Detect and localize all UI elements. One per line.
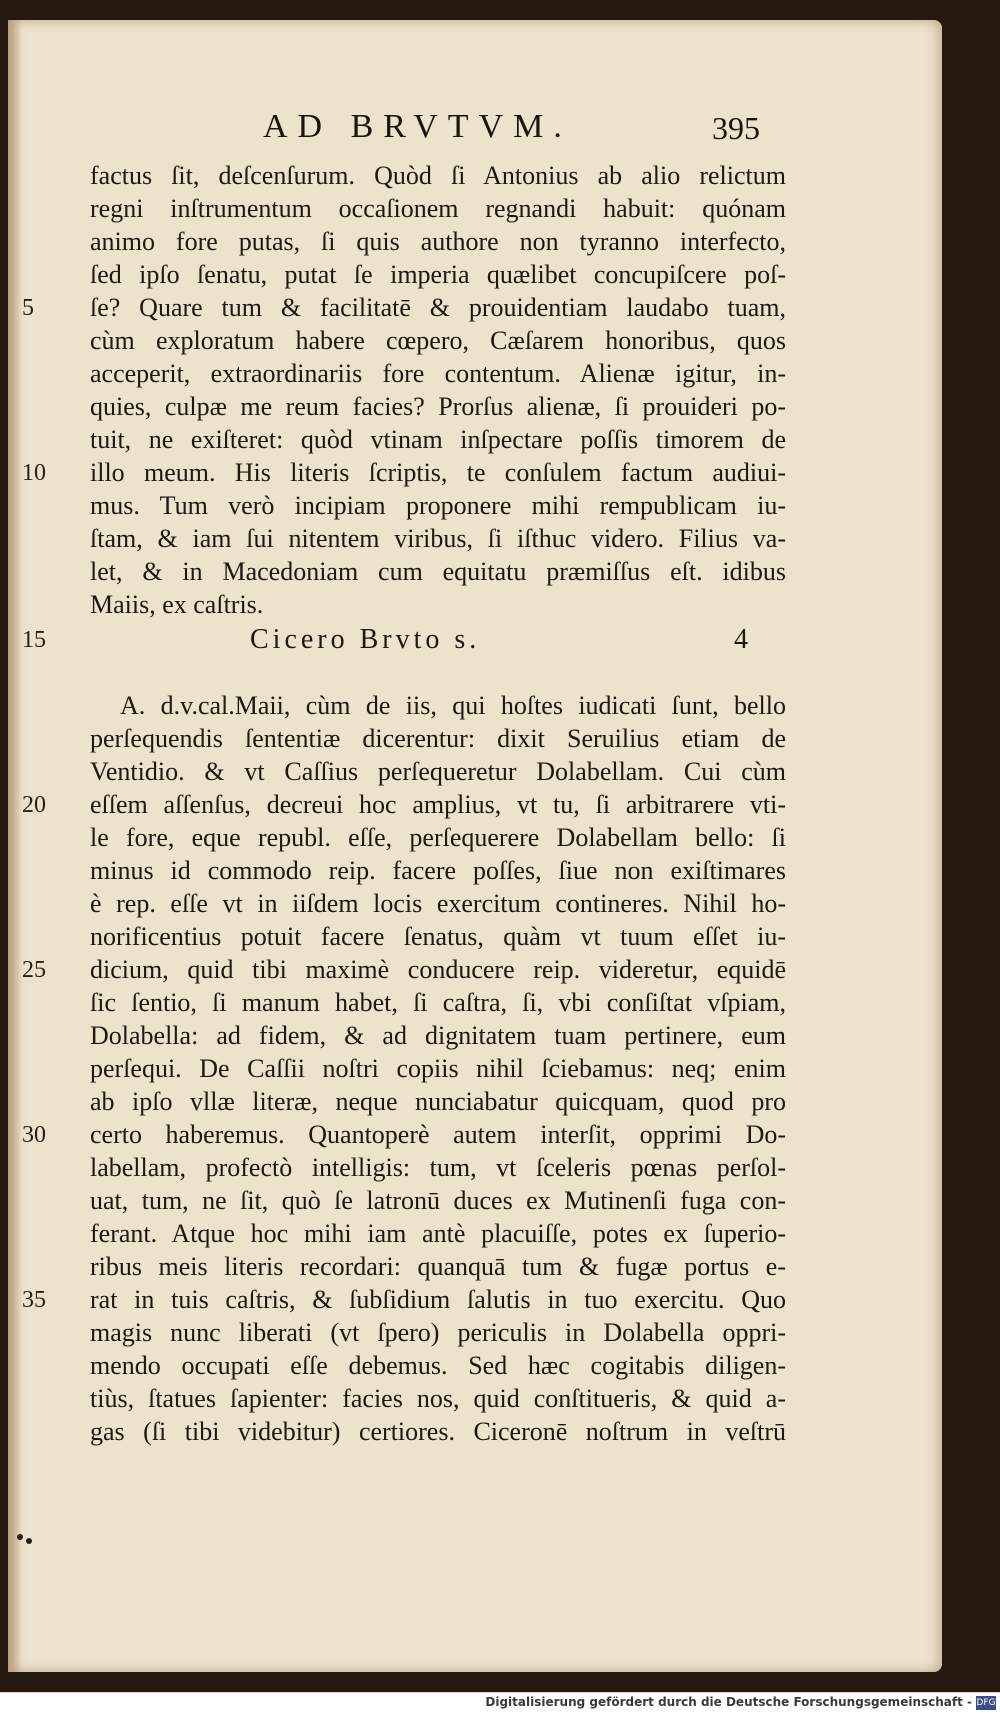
text-line: è rep. eſſe vt in iiſdem locis exercitum contineres. Nihil ho- bbox=[90, 889, 786, 918]
text-line: labellam, profectò intelligis: tum, vt ſceleris pœnas perſol- bbox=[90, 1153, 786, 1182]
page-gutter-shadow bbox=[8, 20, 22, 1672]
text-line: cùm exploratum habere cœpero, Cæſarem honoribus, quos bbox=[90, 326, 786, 355]
text-line: rat in tuis caſtris, & ſubſidium ſalutis in tuo exercitu. Quo bbox=[90, 1285, 786, 1314]
text-line: tuit, ne exiſteret: quòd vtinam inſpectare poſſis timorem de bbox=[90, 425, 786, 454]
page-header bbox=[8, 108, 942, 158]
text-line: minus id commodo reip. facere poſſes, ſiue non exiſtimares bbox=[90, 856, 786, 885]
text-line: mendo occupati eſſe debemus. Sed hæc cogitabis diligen- bbox=[90, 1351, 786, 1380]
book-page bbox=[8, 20, 942, 1672]
line-number: 30 bbox=[22, 1122, 46, 1148]
line-number: 5 bbox=[22, 295, 34, 321]
text-line: Ventidio. & vt Caſſius perſequeretur Dolabellam. Cui cùm bbox=[90, 757, 786, 786]
letter-heading bbox=[90, 622, 786, 658]
dfg-logo-icon: DFG bbox=[976, 1698, 996, 1708]
text-line: animo fore putas, ſi quis authore non tyranno interfecto, bbox=[90, 227, 786, 256]
text-line: ferant. Atque hoc mihi iam antè placuiſſe, potes ex ſuperio- bbox=[90, 1219, 786, 1248]
text-line: perſequendis ſententiæ dicerentur: dixit Seruilius etiam de bbox=[90, 724, 786, 753]
text-line: ſtam, & iam ſui nitentem viribus, ſi iſthuc videro. Filius va- bbox=[90, 524, 786, 553]
text-line: acceperit, extraordinariis fore contentum. Alienæ igitur, in- bbox=[90, 359, 786, 388]
text-line: ribus meis literis recordari: quanquā tum & fugæ portus e- bbox=[90, 1252, 786, 1281]
text-line: quies, culpæ me reum facies? Prorſus alienæ, ſi prouideri po- bbox=[90, 392, 786, 421]
footer-bar bbox=[0, 1692, 1000, 1714]
page-number: 395 bbox=[712, 110, 760, 146]
text-line: Dolabella: ad fidem, & ad dignitatem tuam pertinere, eum bbox=[90, 1021, 786, 1050]
text-line: tiùs, ſtatues ſapienter: facies nos, quid conſtitueris, & quid a- bbox=[90, 1384, 786, 1413]
text-line: norificentius potuit facere ſenatus, quàm vt tuum eſſet iu- bbox=[90, 922, 786, 951]
text-line: let, & in Macedoniam cum equitatu præmiſſus eſt. idibus bbox=[90, 557, 786, 586]
text-line: ſe? Quare tum & facilitatē & prouidentiam laudabo tuam, bbox=[90, 293, 786, 322]
ink-spot-marks bbox=[16, 1528, 40, 1553]
line-number: 25 bbox=[22, 957, 46, 983]
text-line: eſſem aſſenſus, decreui hoc amplius, vt tu, ſi arbitrarere vti- bbox=[90, 790, 786, 819]
text-line: factus ſit, deſcenſurum. Quòd ſi Antonius ab alio relictum bbox=[90, 161, 786, 190]
line-number: 20 bbox=[22, 792, 46, 818]
line-number: 15 bbox=[22, 627, 46, 653]
letter-salutation: Cicero Brvto s. bbox=[250, 624, 481, 655]
line-number: 10 bbox=[22, 460, 46, 486]
text-line: illo meum. His literis ſcriptis, te conſulem factum audiui- bbox=[90, 458, 786, 487]
text-line: certo haberemus. Quantoperè autem interſit, opprimi Do- bbox=[90, 1120, 786, 1149]
text-line: mus. Tum verò incipiam proponere mihi rempublicam iu- bbox=[90, 491, 786, 520]
text-line: ſic ſentio, ſi manum habet, ſi caſtra, ſi, vbi conſiſtat vſpiam, bbox=[90, 988, 786, 1017]
text-line: dicium, quid tibi maximè conducere reip. videretur, equidē bbox=[90, 955, 786, 984]
text-line: A. d.v.cal.Maii, cùm de iis, qui hoſtes iudicati ſunt, bello bbox=[120, 691, 786, 720]
text-line: Maiis, ex caſtris. bbox=[90, 590, 264, 619]
text-line: ab ipſo vllæ literæ, neque nunciabatur quicquam, quod pro bbox=[90, 1087, 786, 1116]
text-line: gas (ſi tibi videbitur) certiores. Ciceronē noſtrum in veſtrū bbox=[90, 1417, 786, 1446]
text-line: ſed ipſo ſenatu, putat ſe imperia quælibet concupiſcere poſ- bbox=[90, 260, 786, 289]
running-head: AD BRVTVM. bbox=[263, 108, 572, 145]
letter-number: 4 bbox=[734, 624, 752, 655]
line-number: 35 bbox=[22, 1287, 46, 1313]
ink-spot-icon bbox=[16, 1531, 40, 1547]
funding-credit: Digitalisierung gefördert durch die Deutsche Forschungsgemeinschaft - bbox=[485, 1695, 972, 1709]
text-line: uat, tum, ne ſit, quò ſe latronū duces ex Mutinenſi fuga con- bbox=[90, 1186, 786, 1215]
text-line: le fore, eque republ. eſſe, perſequerere Dolabellam bello: ſi bbox=[90, 823, 786, 852]
text-line: perſequi. De Caſſii noſtri copiis nihil ſciebamus: neq; enim bbox=[90, 1054, 786, 1083]
text-line: magis nunc liberati (vt ſpero) periculis in Dolabella oppri- bbox=[90, 1318, 786, 1347]
text-line: regni inſtrumentum occaſionem regnandi habuit: quónam bbox=[90, 194, 786, 223]
